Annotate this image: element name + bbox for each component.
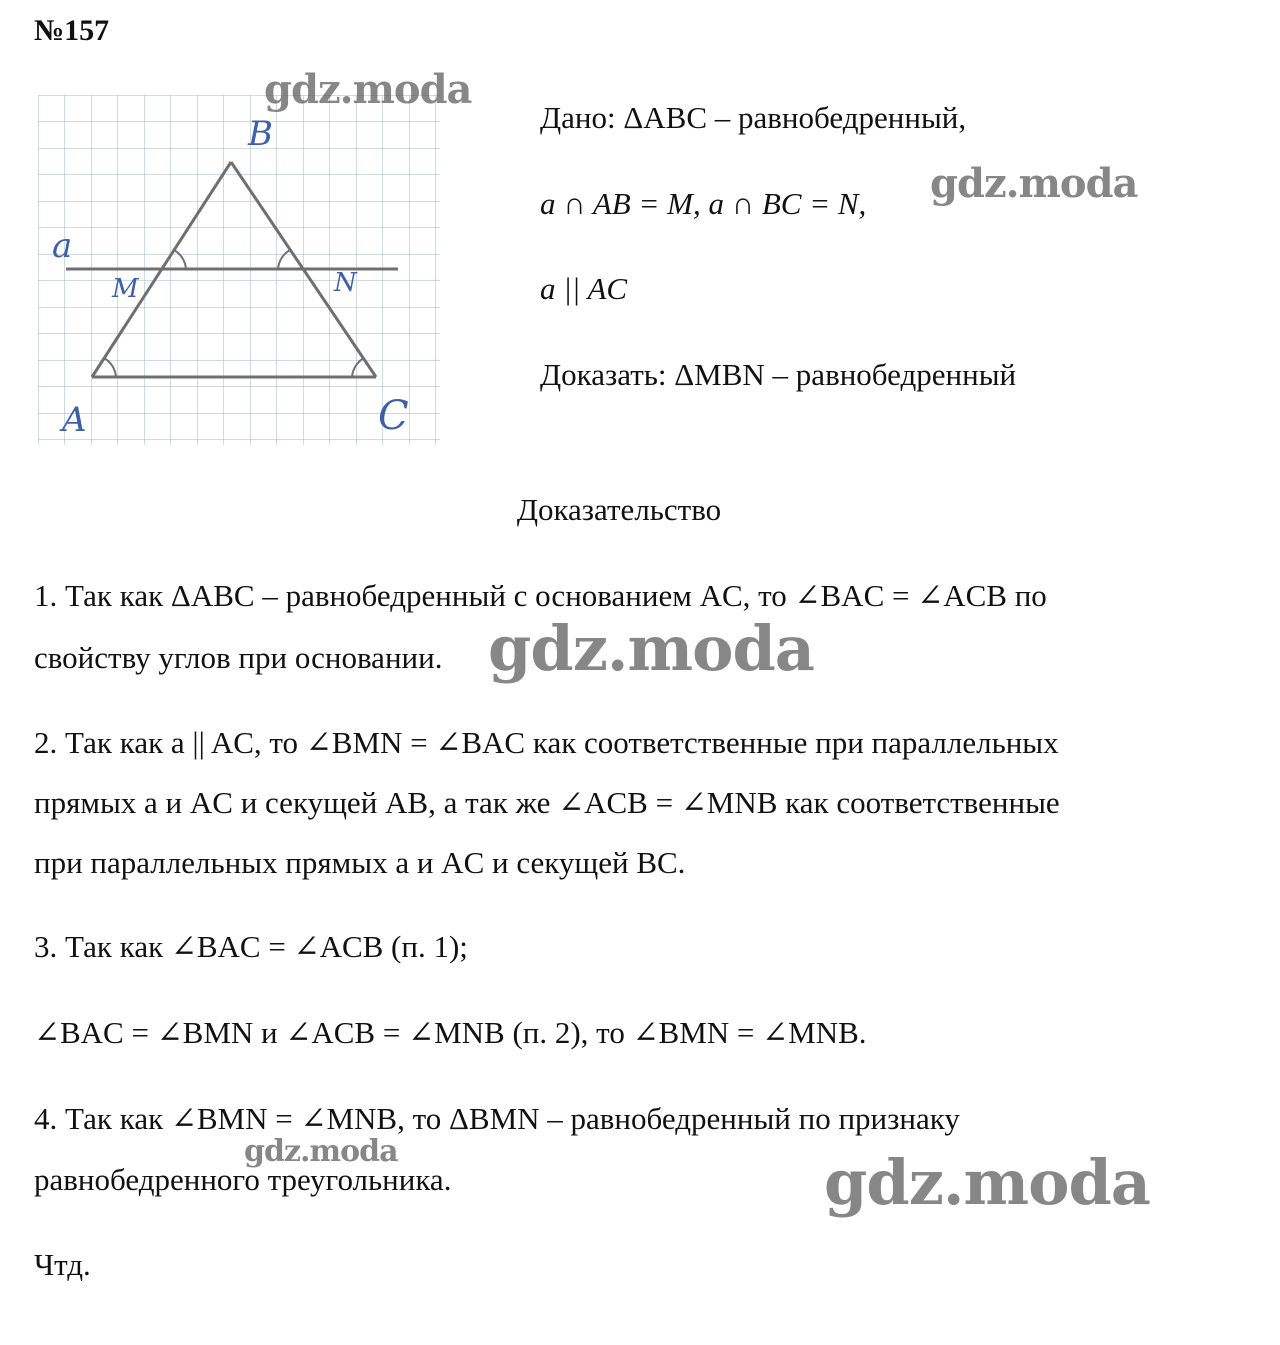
label-a: a bbox=[52, 226, 73, 266]
given-line-2: a ∩ AB = M, a ∩ BC = N, bbox=[540, 186, 867, 221]
label-B: B bbox=[248, 114, 273, 154]
proof-step-1-line-1: 1. Так как ΔABC – равнобедренный с основанием AC, то ∠BAC = ∠ACB по bbox=[34, 578, 1047, 613]
watermark: gdz.moda bbox=[824, 1146, 1150, 1219]
label-C: C bbox=[378, 393, 409, 439]
proof-step-4-line-2: равнобедренного треугольника. bbox=[34, 1162, 452, 1197]
proof-end: Чтд. bbox=[34, 1247, 91, 1282]
proof-step-2-line-1: 2. Так как a || AC, то ∠BMN = ∠BAC как соответственные при параллельных bbox=[34, 725, 1059, 760]
proof-step-4-line-1: 4. Так как ∠BMN = ∠MNB, то ΔBMN – равнобедренный по признаку bbox=[34, 1101, 960, 1136]
watermark: gdz.moda bbox=[264, 66, 472, 113]
proof-step-3-line-1: 3. Так как ∠BAC = ∠ACB (п. 1); bbox=[34, 929, 468, 964]
given-line-3: a || AC bbox=[540, 271, 628, 306]
prove-line: Доказать: ΔMBN – равнобедренный bbox=[540, 357, 1017, 392]
problem-number: №157 bbox=[34, 14, 110, 47]
label-A: A bbox=[62, 400, 87, 440]
given-line-1: Дано: ΔABC – равнобедренный, bbox=[540, 100, 967, 135]
proof-step-2-line-2: прямых a и AC и секущей AB, а так же ∠ACB = ∠MNB как соответственные bbox=[34, 785, 1060, 820]
triangle-figure bbox=[38, 95, 443, 447]
watermark: gdz.moda bbox=[930, 160, 1138, 207]
label-M: M bbox=[112, 274, 139, 304]
watermark: gdz.moda bbox=[244, 1134, 398, 1169]
proof-heading: Доказательство bbox=[516, 492, 722, 527]
proof-step-2-line-3: при параллельных прямых a и AC и секущей BC. bbox=[34, 845, 686, 880]
label-N: N bbox=[334, 268, 357, 298]
proof-step-1-line-2: свойству углов при основании. bbox=[34, 640, 443, 675]
watermark: gdz.moda bbox=[488, 612, 814, 685]
proof-step-3-line-2: ∠BAC = ∠BMN и ∠ACB = ∠MNB (п. 2), то ∠BMN = ∠MNB. bbox=[34, 1015, 867, 1050]
